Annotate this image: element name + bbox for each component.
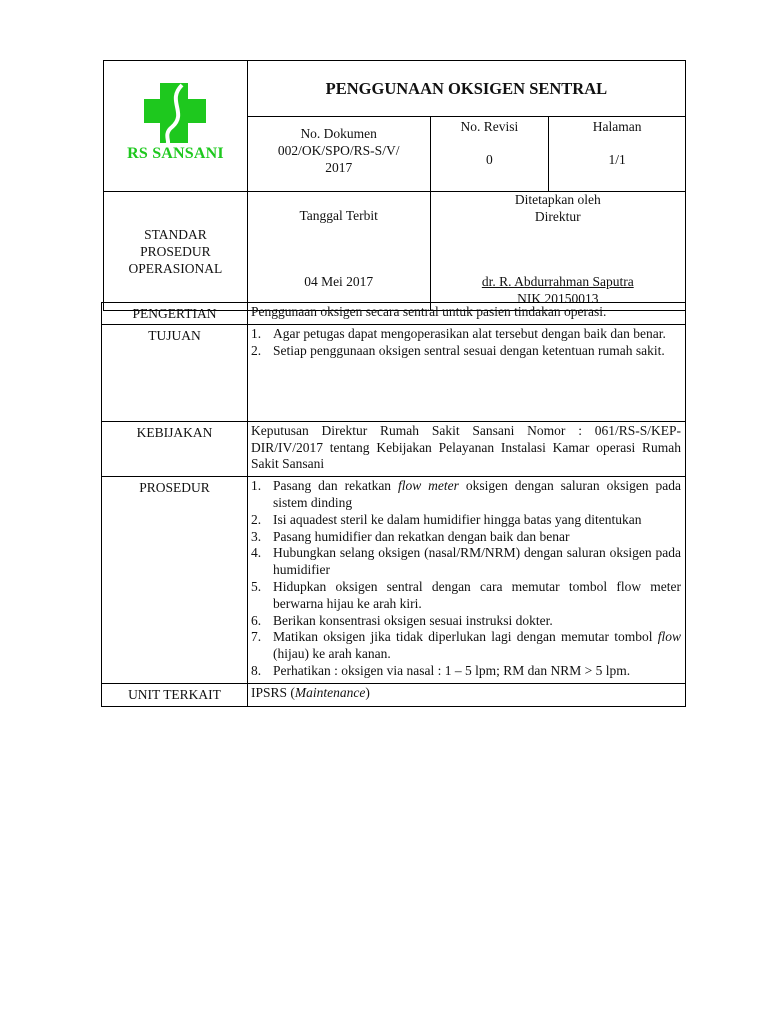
issued-date-label: Tanggal Terbit — [299, 208, 378, 223]
list-item: Hidupkan oksigen sentral dengan cara memutar tombol flow meter berwarna hijau ke arah kiri. — [273, 578, 681, 611]
unit-terkait-label: UNIT TERKAIT — [102, 683, 248, 706]
logo-cell — [104, 61, 248, 192]
list-item: Agar petugas dapat mengoperasikan alat tersebut dengan baik dan benar. — [273, 325, 666, 341]
unit-terkait-text-a: IPSRS ( — [251, 684, 295, 700]
logo-text: RS SANSANI — [127, 145, 224, 162]
tujuan-list — [251, 326, 681, 360]
approver-nik: NIK 20150013 — [517, 291, 599, 306]
doc-number-value-line1: 002/OK/SPO/RS-S/V/ — [277, 143, 400, 158]
list-item: Setiap penggunaan oksigen sentral sesuai dengan ketentuan rumah sakit. — [273, 342, 665, 358]
revision-cell — [430, 117, 549, 192]
issued-date-value: 04 Mei 2017 — [304, 274, 374, 289]
issued-date-cell — [247, 192, 430, 311]
revision-value: 0 — [486, 152, 493, 167]
list-item: Hubungkan selang oksigen (nasal/RM/NRM) dengan saluran oksigen pada humidifier — [273, 545, 681, 578]
spo-line-2: PROSEDUR — [140, 243, 211, 259]
document-title: PENGGUNAAN OKSIGEN SENTRAL — [247, 61, 685, 117]
page-label: Halaman — [592, 119, 642, 134]
list-item: Berikan konsentrasi oksigen sesuai instruksi dokter. — [273, 612, 553, 628]
list-item — [251, 478, 681, 512]
tujuan-label: TUJUAN — [102, 324, 248, 421]
prosedur-item-1-rest: oksigen dengan saluran oksigen pada sistem dinding — [273, 478, 681, 510]
unit-terkait-text-c: ) — [365, 684, 370, 700]
prosedur-item-7-italic: flow — [657, 629, 681, 645]
header-table — [103, 60, 686, 311]
pengertian-label: PENGERTIAN — [102, 303, 248, 325]
approver-name-text: dr. R. Abdurrahman Saputra — [481, 274, 634, 289]
prosedur-item-1-text: Pasang dan rekatkan — [273, 478, 398, 494]
kebijakan-label: KEBIJAKAN — [102, 421, 248, 476]
prosedur-item-7-rest: (hijau) ke arah kanan. — [273, 646, 391, 662]
content-table — [101, 302, 686, 707]
doc-number-cell — [247, 117, 430, 192]
approver-title: Direktur — [534, 209, 581, 224]
approved-by-label: Ditetapkan oleh — [514, 192, 601, 207]
revision-label: No. Revisi — [460, 119, 519, 134]
doc-number-value-line2: 2017 — [325, 160, 353, 175]
kebijakan-text: Keputusan Direktur Rumah Sakit Sansani Nomor : 061/RS-S/KEP-DIR/IV/2017 tentang Kebijakan Pelayanan Instalasi Kamar operasi Rumah Sakit Sansani — [248, 421, 686, 476]
page-value: 1/1 — [608, 152, 626, 167]
list-item — [251, 629, 681, 663]
spo-title-cell — [104, 192, 248, 311]
unit-terkait-text — [248, 683, 686, 706]
prosedur-list — [251, 478, 681, 680]
list-item: Pasang humidifier dan rekatkan dengan baik dan benar — [273, 528, 570, 544]
unit-terkait-italic: Maintenance — [294, 684, 366, 700]
prosedur-item-1-italic: flow meter — [398, 478, 459, 494]
prosedur-content — [248, 477, 686, 684]
prosedur-item-7-text: Matikan oksigen jika tidak diperlukan lagi dengan memutar tombol — [273, 629, 658, 645]
approver-name — [431, 274, 685, 290]
spo-line-1: STANDAR — [144, 226, 207, 242]
list-item: Isi aquadest steril ke dalam humidifier hingga batas yang ditentukan — [273, 511, 642, 527]
doc-number-label: No. Dokumen — [300, 126, 377, 141]
tujuan-content — [248, 324, 686, 421]
approval-cell — [430, 192, 685, 311]
list-item: Perhatikan : oksigen via nasal : 1 – 5 lpm; RM dan NRM > 5 lpm. — [273, 662, 631, 678]
prosedur-label: PROSEDUR — [102, 477, 248, 684]
pengertian-text: Penggunaan oksigen secara sentral untuk pasien tindakan operasi. — [248, 303, 686, 325]
spo-line-3: OPERASIONAL — [128, 260, 223, 276]
page-cell — [549, 117, 686, 192]
